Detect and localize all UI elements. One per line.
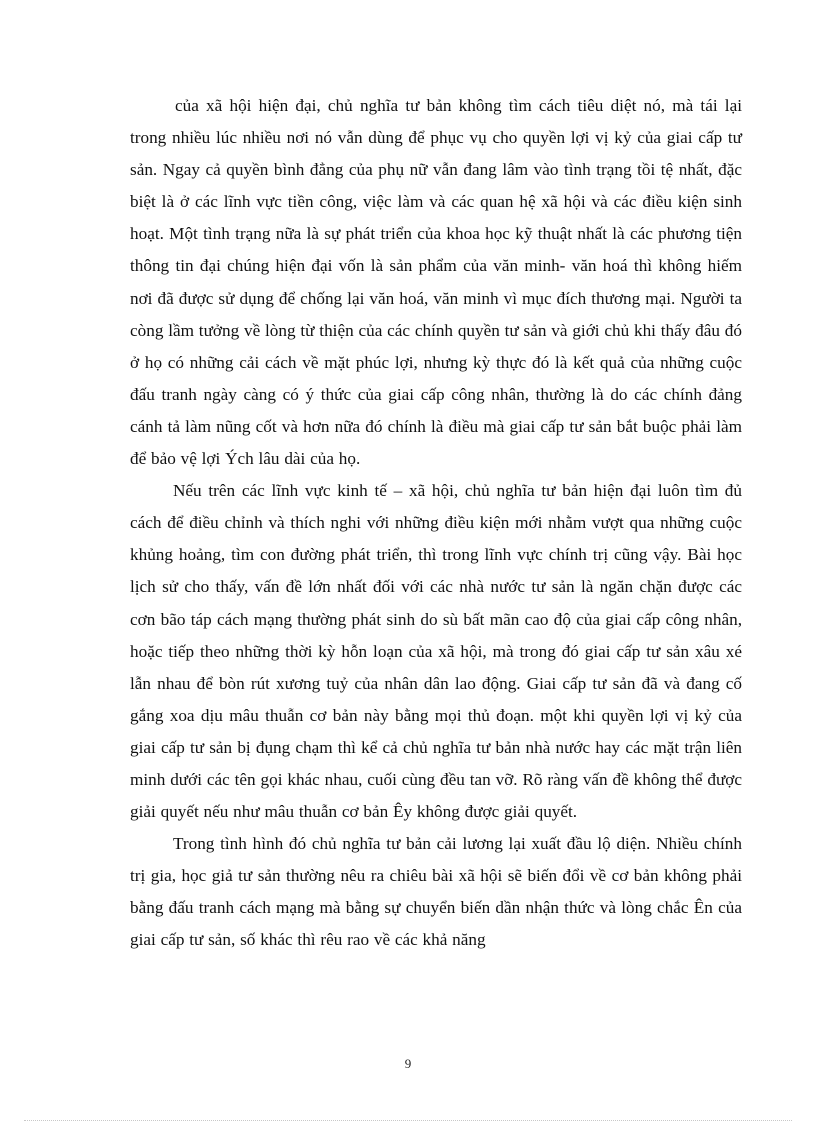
body-text: [130, 90, 742, 957]
paragraph-1: của xã hội hiện đại, chủ nghĩa tư bản không tìm cách tiêu diệt nó, mà tái lại trong nhiều lúc nhiều nơi nó vẫn dùng để phục vụ cho quyền lợi vị kỷ của giai cấp tư sản. Ngay cả quyền bình đẳng của phụ nữ vẫn đang lâm vào tình trạng tồi tệ nhất, đặc biệt là ở các lĩnh vực tiền công, việc làm và các quan hệ xã hội và các điều kiện sinh hoạt. Một tình trạng nữa là sự phát triển của khoa học kỹ thuật nhất là các phương tiện thông tin đại chúng hiện đại vốn là sản phẩm của văn minh- văn hoá thì không hiếm nơi đã được sử dụng để chống lại văn hoá, văn minh vì mục đích thương mại. Người ta còng lầm tưởng về lòng từ thiện của các chính quyền tư sản và giới chủ khi thấy đâu đó ở họ có những cải cách về mặt phúc lợi, nhưng kỳ thực đó là kết quả của những cuộc đấu tranh ngày càng có ý thức của giai cấp công nhân, thường là do các chính đảng cánh tả làm nũng cốt và hơn nữa đó chính là điều mà giai cấp tư sản bắt buộc phải làm để bảo vệ lợi Ých lâu dài của họ.: [130, 96, 742, 469]
paragraph-2: Nếu trên các lĩnh vực kinh tế – xã hội, chủ nghĩa tư bản hiện đại luôn tìm đủ cách để điều chỉnh và thích nghi với những điều kiện mới nhằm vượt qua những cuộc khủng hoảng, tìm con đường phát triển, thì trong lĩnh vực chính trị cũng vậy. Bài học lịch sử cho thấy, vấn đề lớn nhất đối với các nhà nước tư sản là ngăn chặn được các cơn bão táp cách mạng thường phát sinh do sù bất mãn cao độ của giai cấp công nhân, hoặc tiếp theo những thời kỳ hỗn loạn của xã hội, mà trong đó giai cấp tư sản xâu xé lẫn nhau để bòn rút xương tuỷ của nhân dân lao động. Giai cấp tư sản đã và đang cố gắng xoa dịu mâu thuẫn cơ bản này bằng mọi thủ đoạn. một khi quyền lợi vị kỷ của giai cấp tư sản bị đụng chạm thì kể cả chủ nghĩa tư bản nhà nước hay các mặt trận liên minh dưới các tên gọi khác nhau, cuối cùng đều tan vỡ. Rõ ràng vấn đề không thể được giải quyết nếu như mâu thuẫn cơ bản Êy không được giải quyết.: [130, 481, 742, 822]
footer-divider: [24, 1120, 792, 1121]
paragraph-3: Trong tình hình đó chủ nghĩa tư bản cải lương lại xuất đầu lộ diện. Nhiều chính trị gia, học giả tư sản thường nêu ra chiêu bài xã hội sẽ biến đổi về cơ bản không phải bằng đấu tranh cách mạng mà bằng sự chuyển biến dần nhận thức và lòng chắc Ên của giai cấp tư sản, số khác thì rêu rao về các khả năng: [130, 834, 742, 950]
page-number: 9: [404, 1056, 412, 1071]
